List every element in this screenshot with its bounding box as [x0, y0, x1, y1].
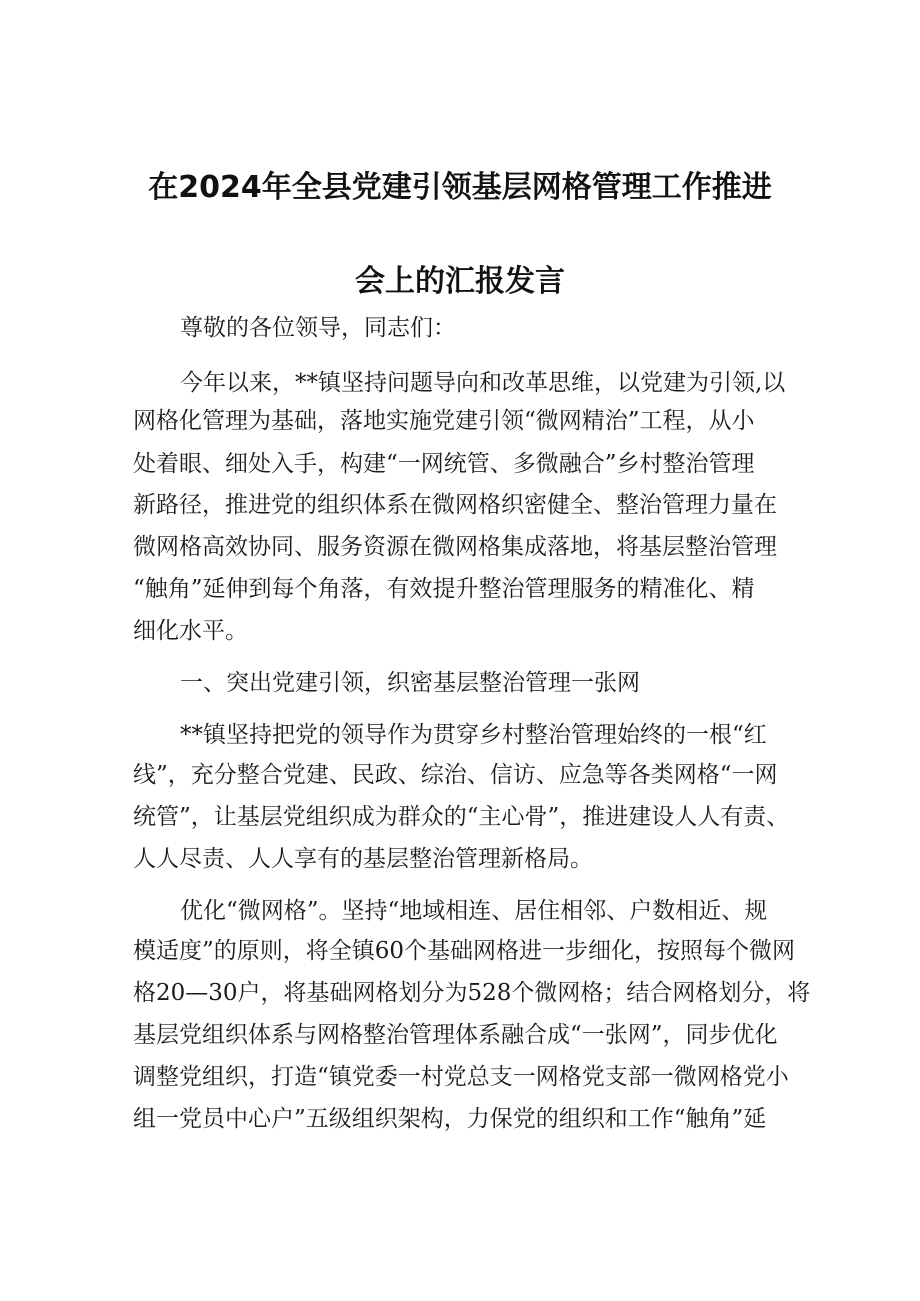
paragraph-line: 基层党组织体系与网格整治管理体系融合成“一张网”，同步优化	[133, 1022, 778, 1048]
paragraph-line: 组一党员中心户”五级组织架构，力保党的组织和工作“触角”延	[133, 1106, 767, 1132]
paragraph-line: 细化水平。	[133, 618, 248, 644]
paragraph-line: 处着眼、细处入手，构建“一网统管、多微融合”乡村整治管理	[133, 451, 755, 477]
paragraph-line: 格20—30户，将基础网格划分为528个微网格；结合网格划分，将	[133, 980, 811, 1006]
paragraph-line: **镇坚持把党的领导作为贯穿乡村整治管理始终的一根“红	[180, 722, 767, 748]
paragraph-line: 统管”，让基层党组织成为群众的“主心骨”，推进建设人人有责、	[133, 804, 790, 830]
paragraph-line: 优化“微网格”。坚持“地域相连、居住相邻、户数相近、规	[180, 898, 768, 924]
salutation: 尊敬的各位领导，同志们：	[180, 315, 456, 341]
paragraph-line: 调整党组织，打造“镇党委一村党总支一网格党支部一微网格党小	[133, 1064, 789, 1090]
paragraph-line: “触角”延伸到每个角落，有效提升整治管理服务的精准化、精	[133, 576, 755, 602]
paragraph-line: 网格化管理为基础，落地实施党建引领“微网精治”工程，从小	[133, 408, 755, 434]
paragraph-line: 模适度”的原则，将全镇60个基础网格进一步细化，按照每个微网	[133, 938, 796, 964]
document-title-line-2: 会上的汇报发言	[355, 264, 565, 299]
document-title-line-1: 在2024年全县党建引领基层网格管理工作推进	[148, 170, 772, 205]
section-heading: 一、突出党建引领，织密基层整治管理一张网	[180, 670, 640, 696]
paragraph-line: 新路径，推进党的组织体系在微网格织密健全、整治管理力量在	[133, 492, 777, 518]
paragraph-line: 今年以来，**镇坚持问题导向和改革思维，以党建为引领,以	[180, 370, 786, 396]
paragraph-line: 线”，充分整合党建、民政、综治、信访、应急等各类网格“一网	[133, 762, 778, 788]
paragraph-line: 人人尽责、人人享有的基层整治管理新格局。	[133, 846, 593, 872]
paragraph-line: 微网格高效协同、服务资源在微网格集成落地，将基层整治管理	[133, 534, 777, 560]
